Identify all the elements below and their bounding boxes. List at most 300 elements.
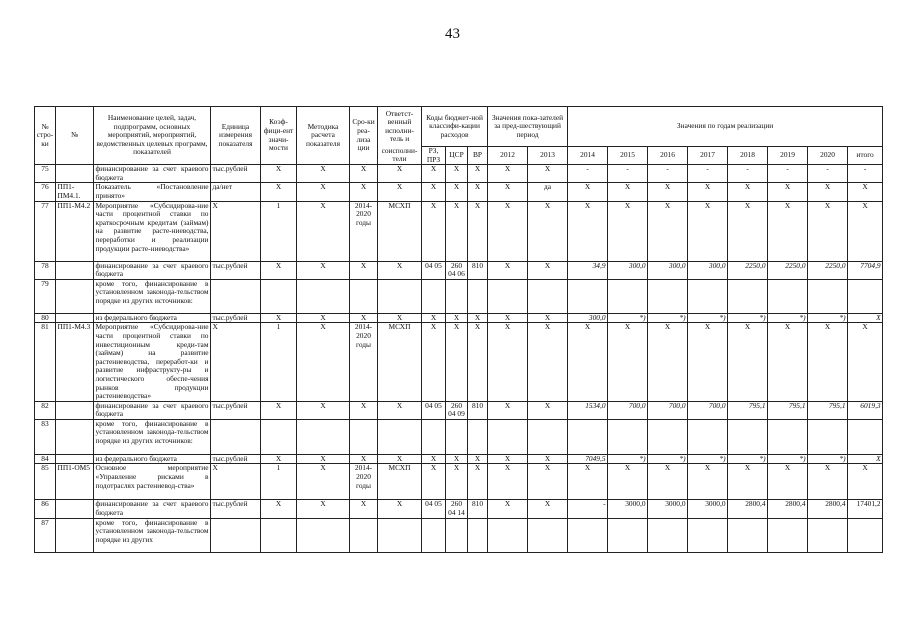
- row-responsible: МСХП: [378, 201, 422, 261]
- row-value-2013: Х: [528, 500, 568, 518]
- row-value-2014: -: [568, 500, 608, 518]
- row-term: 2014-2020 годы: [350, 201, 378, 261]
- row-value-total: [848, 279, 883, 313]
- row-method: Х: [297, 464, 350, 500]
- row-value-2020: 795,1: [808, 401, 848, 419]
- row-value-2019: Х: [768, 183, 808, 201]
- program-indicators-table: [34, 106, 883, 553]
- row-value-2016: Х: [648, 183, 688, 201]
- table-row: [35, 165, 883, 183]
- row-unit: тыс.рублей: [211, 500, 261, 518]
- row-value-2017: [688, 419, 728, 454]
- row-value-2014: 1534,0: [568, 401, 608, 419]
- row-value-2012: [488, 419, 528, 454]
- row-name: кроме того, финансирование в установленном законода-тельством порядке из других: [94, 518, 211, 552]
- row-value-total: Х: [848, 201, 883, 261]
- row-method: Х: [297, 500, 350, 518]
- row-value-2019: *): [768, 454, 808, 464]
- row-number: 84: [35, 454, 56, 464]
- row-value-2014: [568, 419, 608, 454]
- row-term: Х: [350, 261, 378, 279]
- row-term: Х: [350, 165, 378, 183]
- row-value-2016: -: [648, 165, 688, 183]
- row-method: [297, 279, 350, 313]
- row-unit: тыс.рублей: [211, 401, 261, 419]
- row-kbk-csr: Х: [446, 454, 468, 464]
- row-value-2014: [568, 518, 608, 552]
- row-value-2015: 300,0: [608, 261, 648, 279]
- row-number: 85: [35, 464, 56, 500]
- table-row: [35, 464, 883, 500]
- row-value-2017: Х: [688, 464, 728, 500]
- row-name: Показатель «Постановление принято»: [95, 182, 209, 200]
- row-value-2012: Х: [488, 500, 528, 518]
- table-row: [35, 500, 883, 518]
- header-resp: Ответст-венный исполни-тель и: [378, 107, 422, 147]
- row-coef: 1: [261, 464, 297, 500]
- row-value-2019: [768, 279, 808, 313]
- row-method: Х: [297, 261, 350, 279]
- row-kbk-csr: 260 04 06: [446, 261, 468, 279]
- row-number: 80: [35, 313, 56, 323]
- row-value-2020: 2800,4: [808, 500, 848, 518]
- row-value-total: -: [848, 165, 883, 183]
- row-value-2019: Х: [768, 201, 808, 261]
- row-name: из федерального бюджета: [94, 454, 211, 464]
- row-name: кроме того, финансирование в установленном законода-тельством порядке из других источников:: [94, 279, 211, 313]
- header-term: Сро-ки реа-лиза ции: [350, 107, 378, 165]
- row-unit: тыс.рублей: [211, 165, 261, 183]
- row-value-2016: Х: [648, 201, 688, 261]
- row-kbk-vr: Х: [468, 183, 488, 201]
- row-value-2016: 700,0: [648, 401, 688, 419]
- row-value-2016: 3000,0: [648, 500, 688, 518]
- row-value-2016: Х: [648, 323, 688, 401]
- row-value-2018: 2800,4: [728, 500, 768, 518]
- row-unit: тыс.рублей: [211, 261, 261, 279]
- table-row: [35, 183, 883, 201]
- row-method: Х: [297, 323, 350, 401]
- row-value-2013: Х: [528, 323, 568, 401]
- row-kbk-rz: 04 05: [422, 261, 446, 279]
- header-year-2018: 2018: [728, 147, 768, 165]
- row-value-2013: Х: [528, 165, 568, 183]
- row-value-2020: Х: [808, 464, 848, 500]
- header-resp-sub: соисполни-тели: [378, 147, 422, 165]
- row-kbk-vr: 810: [468, 261, 488, 279]
- row-kbk-rz: [422, 279, 446, 313]
- row-value-2014: 300,0: [568, 313, 608, 323]
- row-value-2019: -: [768, 165, 808, 183]
- row-value-2017: [688, 279, 728, 313]
- row-value-2015: Х: [608, 464, 648, 500]
- row-value-2015: [608, 419, 648, 454]
- table-row: [35, 454, 883, 464]
- row-unit: тыс.рублей: [211, 454, 261, 464]
- row-value-2018: -: [728, 165, 768, 183]
- row-kbk-rz: Х: [422, 183, 446, 201]
- row-value-2019: [768, 518, 808, 552]
- row-value-2017: 3000,0: [688, 500, 728, 518]
- row-number: 79: [35, 279, 56, 313]
- row-term: Х: [350, 313, 378, 323]
- row-value-2013: Х: [528, 454, 568, 464]
- row-kbk-csr: [446, 419, 468, 454]
- page-number: 43: [445, 26, 460, 42]
- header-year-2015: 2015: [608, 147, 648, 165]
- row-value-2018: *): [728, 313, 768, 323]
- header-coef: Коэф-фици-ент значи-мости: [261, 107, 297, 165]
- row-value-2020: [808, 518, 848, 552]
- row-value-2018: 795,1: [728, 401, 768, 419]
- row-value-2015: 3000,0: [608, 500, 648, 518]
- row-number: 81: [35, 323, 56, 401]
- row-term: Х: [350, 500, 378, 518]
- row-coef: Х: [261, 313, 297, 323]
- row-unit: [211, 419, 261, 454]
- row-value-2016: [648, 279, 688, 313]
- row-value-total: Х: [848, 323, 883, 401]
- header-year-2013: 2013: [528, 147, 568, 165]
- row-code: ПП1-М4.3: [56, 323, 94, 401]
- row-value-2013: [528, 279, 568, 313]
- row-code: ПП1-ОМ5: [56, 464, 94, 500]
- table-row: [35, 419, 883, 454]
- row-value-2014: Х: [568, 201, 608, 261]
- header-kbk-rz: РЗ, ПРЗ: [422, 147, 446, 165]
- row-name: финансирование за счет краевого бюджета: [95, 401, 209, 419]
- header-method: Методика расчета показателя: [297, 107, 350, 165]
- row-value-2020: Х: [808, 201, 848, 261]
- row-kbk-csr: Х: [446, 464, 468, 500]
- row-responsible: Х: [378, 261, 422, 279]
- row-kbk-vr: Х: [468, 454, 488, 464]
- header-year-2017: 2017: [688, 147, 728, 165]
- header-year-2014: 2014: [568, 147, 608, 165]
- header-name: Наименование целей, задач, подпрограмм, основных мероприятий, мероприятий, ведомственных целевых программ, показателей: [94, 107, 211, 165]
- row-code: [56, 165, 94, 183]
- row-responsible: МСХП: [378, 323, 422, 401]
- row-responsible: Х: [378, 313, 422, 323]
- row-value-2019: Х: [768, 464, 808, 500]
- row-value-2016: [648, 419, 688, 454]
- table-row: [35, 279, 883, 313]
- row-value-2016: [648, 518, 688, 552]
- row-unit: Х: [211, 323, 261, 401]
- row-responsible: Х: [378, 401, 422, 419]
- row-kbk-rz: [422, 518, 446, 552]
- row-value-2012: Х: [488, 313, 528, 323]
- row-number: 86: [35, 500, 56, 518]
- row-value-2015: [608, 518, 648, 552]
- header-kbk-csr: ЦСР: [446, 147, 468, 165]
- header-total: итого: [848, 147, 883, 165]
- row-value-2015: 700,0: [608, 401, 648, 419]
- row-value-2013: Х: [528, 313, 568, 323]
- row-code: ПП1-ПМ4.1.: [56, 183, 94, 201]
- row-value-2020: Х: [808, 323, 848, 401]
- row-kbk-vr: Х: [468, 165, 488, 183]
- row-responsible: [378, 419, 422, 454]
- row-value-total: Х: [848, 313, 883, 323]
- row-kbk-rz: Х: [422, 165, 446, 183]
- row-value-2012: Х: [488, 165, 528, 183]
- table-row: [35, 261, 883, 279]
- header-year-2012: 2012: [488, 147, 528, 165]
- header-year-2020: 2020: [808, 147, 848, 165]
- row-code: [56, 518, 94, 552]
- row-number: 76: [35, 183, 56, 201]
- row-coef: 1: [261, 323, 297, 401]
- table-header: [35, 107, 883, 165]
- row-term: [350, 419, 378, 454]
- row-kbk-csr: Х: [446, 201, 468, 261]
- row-value-2016: 300,0: [648, 261, 688, 279]
- header-unit: Единица измерения показателя: [211, 107, 261, 165]
- row-number: 77: [35, 201, 56, 261]
- row-value-2017: Х: [688, 183, 728, 201]
- row-responsible: Х: [378, 183, 422, 201]
- table-row: [35, 518, 883, 552]
- row-kbk-csr: Х: [446, 313, 468, 323]
- row-value-2013: да: [528, 183, 568, 201]
- row-kbk-rz: Х: [422, 454, 446, 464]
- row-method: Х: [297, 183, 350, 201]
- row-number: 83: [35, 419, 56, 454]
- row-term: [350, 279, 378, 313]
- row-responsible: Х: [378, 454, 422, 464]
- row-value-2014: [568, 279, 608, 313]
- row-value-2015: Х: [608, 201, 648, 261]
- row-kbk-vr: 810: [468, 500, 488, 518]
- row-value-2019: Х: [768, 323, 808, 401]
- row-term: Х: [350, 401, 378, 419]
- row-term: 2014-2020 годы: [350, 323, 378, 401]
- header-year-2019: 2019: [768, 147, 808, 165]
- row-value-2013: [528, 518, 568, 552]
- row-name: кроме того, финансирование в установленном законода-тельством порядке из других источников:: [94, 419, 211, 454]
- header-prev: Значения пока-зателей за пред-шествующий период: [488, 107, 568, 147]
- row-method: Х: [297, 201, 350, 261]
- row-kbk-vr: 810: [468, 401, 488, 419]
- row-value-2019: 2250,0: [768, 261, 808, 279]
- table-row: [35, 401, 883, 419]
- row-value-2019: [768, 419, 808, 454]
- row-value-2017: -: [688, 165, 728, 183]
- table-body: [35, 165, 883, 552]
- row-kbk-csr: [446, 279, 468, 313]
- row-responsible: [378, 518, 422, 552]
- row-name: финансирование за счет краевого бюджета: [95, 499, 209, 518]
- row-value-2014: Х: [568, 183, 608, 201]
- row-code: [56, 401, 94, 419]
- row-term: Х: [350, 454, 378, 464]
- row-value-2018: [728, 419, 768, 454]
- row-value-2012: Х: [488, 401, 528, 419]
- row-value-2015: Х: [608, 183, 648, 201]
- row-value-total: Х: [848, 454, 883, 464]
- row-coef: Х: [261, 261, 297, 279]
- row-name: из федерального бюджета: [94, 313, 211, 323]
- header-code: №: [56, 107, 94, 165]
- row-kbk-vr: [468, 518, 488, 552]
- row-coef: [261, 518, 297, 552]
- row-value-2015: *): [608, 454, 648, 464]
- row-value-2014: Х: [568, 464, 608, 500]
- row-unit: тыс.рублей: [211, 313, 261, 323]
- row-kbk-vr: Х: [468, 313, 488, 323]
- row-value-2012: Х: [488, 454, 528, 464]
- row-unit: [211, 518, 261, 552]
- row-kbk-rz: [422, 419, 446, 454]
- row-name: Мероприятие «Субсидирова-ние части процентной ставки по инвестиционным креди-там (займам) на развитие растениеводства, переработ-ки и развитие инфраструкту-ры и логистического обеспе-чения рынков продукции растениеводства»: [95, 322, 209, 401]
- row-code: [56, 313, 94, 323]
- row-value-2012: Х: [488, 201, 528, 261]
- row-value-2017: [688, 518, 728, 552]
- row-method: [297, 518, 350, 552]
- row-kbk-rz: Х: [422, 323, 446, 401]
- row-value-2014: Х: [568, 323, 608, 401]
- row-value-2020: 2250,0: [808, 261, 848, 279]
- row-value-2017: 300,0: [688, 261, 728, 279]
- row-value-2012: [488, 279, 528, 313]
- row-kbk-csr: [446, 518, 468, 552]
- row-kbk-csr: Х: [446, 165, 468, 183]
- row-value-2014: 7049,5: [568, 454, 608, 464]
- row-responsible: Х: [378, 165, 422, 183]
- row-value-2017: 700,0: [688, 401, 728, 419]
- row-name: финансирование за счет краевого бюджета: [95, 261, 209, 279]
- row-value-total: [848, 518, 883, 552]
- row-unit: Х: [211, 201, 261, 261]
- row-value-2020: [808, 419, 848, 454]
- row-value-2012: [488, 518, 528, 552]
- row-value-2018: [728, 279, 768, 313]
- header-row-no: № стро-ки: [35, 107, 56, 165]
- row-value-2013: Х: [528, 401, 568, 419]
- row-responsible: Х: [378, 500, 422, 518]
- row-value-2017: Х: [688, 201, 728, 261]
- row-value-2013: Х: [528, 261, 568, 279]
- row-value-2015: -: [608, 165, 648, 183]
- row-kbk-rz: Х: [422, 313, 446, 323]
- row-responsible: [378, 279, 422, 313]
- row-term: [350, 518, 378, 552]
- row-value-2018: Х: [728, 323, 768, 401]
- row-value-2020: -: [808, 165, 848, 183]
- row-kbk-vr: Х: [468, 464, 488, 500]
- row-method: Х: [297, 165, 350, 183]
- row-method: [297, 419, 350, 454]
- row-coef: [261, 279, 297, 313]
- row-kbk-csr: Х: [446, 323, 468, 401]
- row-method: Х: [297, 454, 350, 464]
- header-by-years: Значения по годам реализации: [568, 107, 883, 147]
- row-kbk-vr: [468, 279, 488, 313]
- row-kbk-vr: Х: [468, 323, 488, 401]
- row-coef: Х: [261, 183, 297, 201]
- row-kbk-csr: 260 04 09: [446, 401, 468, 419]
- row-value-2014: 34,9: [568, 261, 608, 279]
- row-value-2016: *): [648, 313, 688, 323]
- row-value-2017: *): [688, 313, 728, 323]
- row-value-2020: Х: [808, 183, 848, 201]
- row-value-2013: Х: [528, 464, 568, 500]
- row-kbk-csr: Х: [446, 183, 468, 201]
- row-coef: 1: [261, 201, 297, 261]
- table-row: [35, 323, 883, 401]
- row-value-2018: 2250,0: [728, 261, 768, 279]
- row-value-2015: Х: [608, 323, 648, 401]
- row-value-total: 7704,9: [848, 261, 883, 279]
- row-kbk-rz: Х: [422, 201, 446, 261]
- row-value-2013: Х: [528, 201, 568, 261]
- row-kbk-rz: 04 05: [422, 500, 446, 518]
- row-value-2018: *): [728, 454, 768, 464]
- row-value-2015: [608, 279, 648, 313]
- row-unit: да/нет: [211, 183, 261, 201]
- row-code: [56, 500, 94, 518]
- row-value-2018: Х: [728, 464, 768, 500]
- row-coef: Х: [261, 401, 297, 419]
- row-value-2012: Х: [488, 261, 528, 279]
- row-value-2015: *): [608, 313, 648, 323]
- row-method: Х: [297, 313, 350, 323]
- row-name: Мероприятие «Субсидирова-ние части процентной ставки по краткосрочным кредитам (займам) на развитие расте-ниеводства, переработки и реализации продукции расте-ниеводства»: [94, 201, 211, 261]
- row-value-2018: [728, 518, 768, 552]
- row-kbk-rz: Х: [422, 464, 446, 500]
- table-row: [35, 313, 883, 323]
- row-value-2012: Х: [488, 464, 528, 500]
- row-value-2012: Х: [488, 183, 528, 201]
- row-value-2017: Х: [688, 323, 728, 401]
- row-kbk-rz: 04 05: [422, 401, 446, 419]
- row-value-2020: *): [808, 454, 848, 464]
- row-number: 82: [35, 401, 56, 419]
- row-code: [56, 419, 94, 454]
- row-value-2018: Х: [728, 201, 768, 261]
- row-value-2020: [808, 279, 848, 313]
- row-value-2017: *): [688, 454, 728, 464]
- row-code: [56, 279, 94, 313]
- row-number: 75: [35, 165, 56, 183]
- row-code: [56, 261, 94, 279]
- row-coef: Х: [261, 500, 297, 518]
- row-kbk-vr: Х: [468, 201, 488, 261]
- row-kbk-vr: [468, 419, 488, 454]
- row-code: [56, 454, 94, 464]
- row-value-total: Х: [848, 183, 883, 201]
- row-name: Основное мероприятие «Управление рисками в подотраслях растениевод-ства»: [94, 464, 211, 500]
- row-coef: Х: [261, 454, 297, 464]
- row-unit: Х: [211, 464, 261, 500]
- row-value-2016: *): [648, 454, 688, 464]
- row-value-2014: -: [568, 165, 608, 183]
- row-responsible: МСХП: [378, 464, 422, 500]
- header-kbk: Коды бюджет-ной классифи-кации расходов: [422, 107, 488, 147]
- row-value-2019: 795,1: [768, 401, 808, 419]
- row-term: Х: [350, 183, 378, 201]
- row-value-2012: Х: [488, 323, 528, 401]
- row-value-2013: [528, 419, 568, 454]
- row-value-2019: *): [768, 313, 808, 323]
- row-value-2019: 2800,4: [768, 500, 808, 518]
- row-value-total: 17401,2: [848, 500, 883, 518]
- row-value-2016: Х: [648, 464, 688, 500]
- row-number: 78: [35, 261, 56, 279]
- row-coef: Х: [261, 165, 297, 183]
- row-kbk-csr: 260 04 14: [446, 500, 468, 518]
